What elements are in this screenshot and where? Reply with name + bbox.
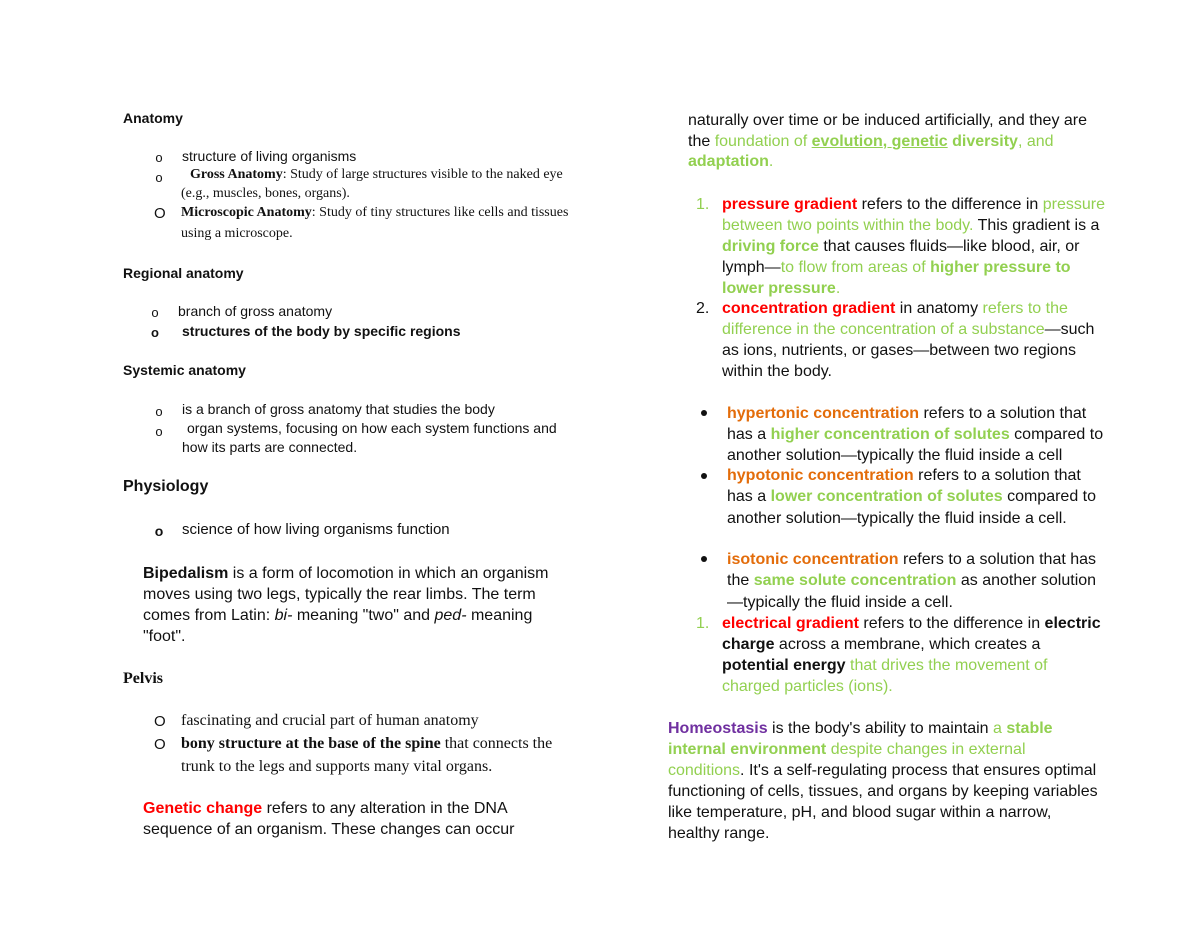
- physiology-bullet-science: science of how living organisms function: [182, 521, 450, 538]
- bullet-circle-icon: o: [154, 523, 164, 539]
- hypotonic-line-3: another solution—typically the fluid inside a cell.: [727, 510, 1067, 527]
- numbered-marker-1: 1.: [696, 196, 710, 213]
- bullet-circle-icon: o: [155, 170, 163, 185]
- genetic-line-3: naturally over time or be induced artificially, and they are: [688, 112, 1088, 129]
- regional-anatomy-heading: Regional anatomy: [123, 265, 244, 281]
- isotonic-line-1: isotonic concentration refers to a solution that has: [727, 551, 1097, 568]
- bipedalism-line-1: Bipedalism is a form of locomotion in which an organism: [143, 565, 549, 582]
- bullet-dot-icon: [701, 410, 707, 416]
- electrical-line-1: electrical gradient refers to the difference in electric: [722, 615, 1101, 632]
- concentration-line-2: difference in the concentration of a substance—such: [722, 321, 1095, 338]
- homeostasis-line-4: functioning of cells, tissues, and organs by keeping variables: [668, 783, 1098, 800]
- homeostasis-line-2: internal environment despite changes in external: [668, 741, 1026, 758]
- bipedalism-line-2: moves using two legs, typically the rear limbs. The term: [143, 586, 536, 603]
- pelvis-bullet-bony-cont: trunk to the legs and supports many vital organs.: [181, 758, 493, 775]
- genetic-line-2: sequence of an organism. These changes can occur: [143, 821, 515, 838]
- regional-bullet-branch: branch of gross anatomy: [178, 303, 333, 319]
- hypertonic-line-1: hypertonic concentration refers to a solution that: [727, 405, 1087, 422]
- homeostasis-line-1: Homeostasis is the body's ability to maintain a stable: [668, 720, 1053, 737]
- bipedalism-line-4: "foot".: [143, 628, 186, 645]
- bullet-circle-icon: o: [151, 325, 159, 340]
- bullet-circle-icon: O: [154, 736, 166, 753]
- genetic-line-5: adaptation.: [688, 153, 774, 170]
- systemic-bullet-branch: is a branch of gross anatomy that studies the body: [182, 401, 495, 417]
- numbered-marker-2: 2.: [696, 300, 710, 317]
- anatomy-heading: Anatomy: [123, 110, 183, 126]
- anatomy-bullet-gross-cont: (e.g., muscles, bones, organs).: [181, 186, 350, 201]
- isotonic-line-3: —typically the fluid inside a cell.: [727, 594, 953, 611]
- anatomy-bullet-microscopic: Microscopic Anatomy: Study of tiny structures like cells and tissues: [181, 205, 569, 220]
- pressure-line-5: lower pressure.: [722, 280, 841, 297]
- genetic-line-1: Genetic change refers to any alteration in the DNA: [143, 800, 508, 817]
- pelvis-heading: Pelvis: [123, 670, 163, 687]
- bullet-circle-icon: O: [154, 713, 166, 730]
- bipedalism-line-3: comes from Latin: bi- meaning "two" and ped- meaning: [143, 607, 533, 624]
- concentration-line-3: as ions, nutrients, or gases—between two regions: [722, 342, 1076, 359]
- systemic-anatomy-heading: Systemic anatomy: [123, 362, 246, 378]
- concentration-line-4: within the body.: [722, 363, 832, 380]
- numbered-marker-1: 1.: [696, 615, 710, 632]
- electrical-line-3: potential energy that drives the movement of: [722, 657, 1048, 674]
- bullet-circle-icon: o: [155, 150, 163, 165]
- pelvis-bullet-bony: bony structure at the base of the spine that connects the: [181, 735, 553, 752]
- pressure-line-4: lymph—to flow from areas of higher pressure to: [722, 259, 1071, 276]
- pressure-line-2: between two points within the body. This gradient is a: [722, 217, 1100, 234]
- bullet-circle-icon: O: [154, 205, 166, 222]
- homeostasis-line-3: conditions. It's a self-regulating process that ensures optimal: [668, 762, 1097, 779]
- bullet-circle-icon: o: [155, 424, 163, 439]
- systemic-bullet-organ-systems-cont: how its parts are connected.: [182, 439, 358, 455]
- hypertonic-line-2: has a higher concentration of solutes compared to: [727, 426, 1104, 443]
- pressure-line-3: driving force that causes fluids—like blood, air, or: [722, 238, 1080, 255]
- bullet-dot-icon: [701, 473, 707, 479]
- hypertonic-line-3: another solution—typically the fluid inside a cell: [727, 447, 1063, 464]
- bullet-dot-icon: [701, 556, 707, 562]
- regional-bullet-structures: structures of the body by specific regions: [182, 323, 461, 339]
- homeostasis-line-5: like temperature, pH, and blood sugar within a narrow,: [668, 804, 1052, 821]
- electrical-line-4: charged particles (ions).: [722, 678, 893, 695]
- pressure-line-1: pressure gradient refers to the difference in pressure: [722, 196, 1105, 213]
- electrical-line-2: charge across a membrane, which creates a: [722, 636, 1041, 653]
- bullet-circle-icon: o: [151, 305, 159, 320]
- anatomy-bullet-microscopic-cont: using a microscope.: [181, 226, 293, 241]
- homeostasis-line-6: healthy range.: [668, 825, 770, 842]
- isotonic-line-2: the same solute concentration as another solution: [727, 572, 1097, 589]
- physiology-heading: Physiology: [123, 478, 209, 495]
- bullet-circle-icon: o: [155, 404, 163, 419]
- anatomy-bullet-structure: structure of living organisms: [182, 148, 357, 164]
- hypotonic-line-2: has a lower concentration of solutes compared to: [727, 488, 1097, 505]
- anatomy-bullet-gross: Gross Anatomy: Study of large structures visible to the naked eye: [190, 167, 563, 182]
- hypotonic-line-1: hypotonic concentration refers to a solution that: [727, 467, 1081, 484]
- systemic-bullet-organ-systems: organ systems, focusing on how each system functions and: [187, 420, 557, 436]
- concentration-line-1: concentration gradient in anatomy refers to the: [722, 300, 1068, 317]
- pelvis-bullet-fascinating: fascinating and crucial part of human anatomy: [181, 712, 479, 729]
- genetic-line-4: the foundation of evolution, genetic diversity, and: [688, 133, 1054, 150]
